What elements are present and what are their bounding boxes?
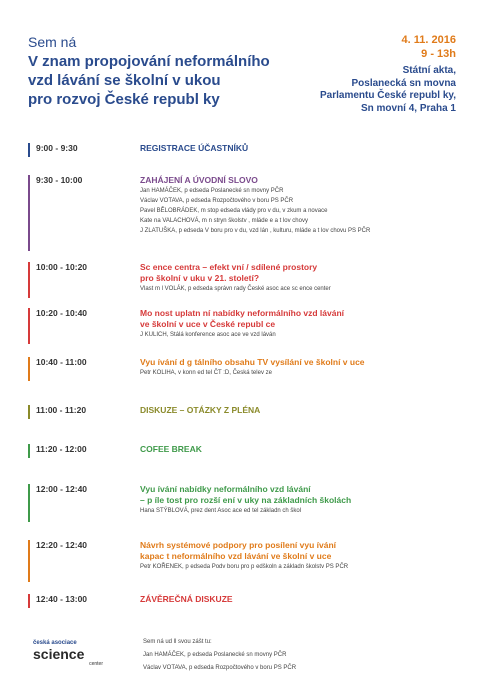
speaker-line: Pavel BĚLOBRÁDEK, m stop edseda vlády pro v du, v zkum a novace [140, 208, 328, 214]
row-heading: – p íle tost pro rozší ení v uky na základních školách [140, 495, 352, 505]
row-content [140, 540, 470, 572]
association-logo [33, 640, 108, 666]
row-time: 11:20 - 12:00 [36, 444, 87, 454]
event-location [266, 65, 456, 115]
row-content [140, 594, 470, 605]
patronage-note [143, 636, 463, 675]
row-accent-bar [28, 262, 30, 298]
row-content [140, 143, 470, 154]
row-accent-bar [28, 175, 30, 251]
row-accent-bar [28, 540, 30, 582]
event-info [266, 33, 456, 115]
event-time: 9 - 13h [421, 48, 456, 60]
row-heading: REGISTRACE ÚČASTNÍKŮ [140, 143, 249, 153]
row-heading: pro školní v uku v 21. století? [140, 273, 260, 283]
row-heading: DISKUZE – OTÁZKY Z PLÉNA [140, 405, 261, 415]
patronage-line: Václav VOTAVA, p edseda Rozpočtového v boru PS PČR [143, 665, 297, 671]
agenda-row [28, 357, 468, 381]
row-time: 12:00 - 12:40 [36, 484, 88, 494]
event-type: Sem ná [28, 34, 77, 50]
speaker-line: Vlast m l VOLÁK, p edseda správn rady České asoc ace sc ence center [140, 286, 331, 292]
agenda-row [28, 444, 468, 458]
row-heading: Návrh systémové podpory pro posílení vyu ívání [140, 540, 337, 550]
agenda-row [28, 308, 468, 344]
logo-main-text: science [33, 646, 85, 662]
row-content [140, 444, 470, 455]
speaker-line: Hana STÝBLOVÁ, prez dent Asoc ace ed tel základn ch škol [140, 508, 302, 514]
location-line: Státní akta, [402, 65, 456, 76]
agenda-row [28, 175, 468, 251]
speaker-line: Petr KOŘENEK, p edseda Podv boru pro p edškoln a základn školstv PS PČR [140, 564, 349, 570]
speaker-line: J KULICH, Stálá konference asoc ace ve vzd láván [140, 332, 276, 338]
speaker-line: J ZLATUŠKA, p edseda V boru pro v du, vzd lán , kulturu, mláde a t lov chovu PS PČR [140, 228, 371, 234]
row-heading: Mo nost uplatn ní nabídky neformálního vzd lávání [140, 308, 345, 318]
row-heading: kapac t neformálního vzd lávání ve školní v uce [140, 551, 332, 561]
patronage-line: Sem ná ud ll svou zášt tu: [143, 639, 212, 645]
row-accent-bar [28, 143, 30, 157]
row-accent-bar [28, 594, 30, 608]
row-content [140, 308, 470, 340]
row-heading: Vyu ívání nabídky neformálního vzd lávání [140, 484, 311, 494]
row-content [140, 484, 470, 516]
agenda-row [28, 405, 468, 419]
row-time: 9:00 - 9:30 [36, 143, 78, 153]
speaker-line: Jan HAMÁČEK, p edseda Poslanecké sn movny PČR [140, 188, 284, 194]
row-accent-bar [28, 484, 30, 522]
title-line: V znam propojování neformálního [28, 53, 270, 70]
location-line: Parlamentu České republ ky, [320, 90, 456, 101]
row-accent-bar [28, 308, 30, 344]
row-content [140, 405, 470, 416]
row-time: 10:40 - 11:00 [36, 357, 87, 367]
logo-sub-text: center [89, 661, 103, 667]
row-heading: ZAHÁJENÍ A ÚVODNÍ SLOVO [140, 175, 258, 185]
event-date: 4. 11. 2016 [401, 34, 456, 46]
title-line: vzd lávání se školní v ukou [28, 72, 221, 89]
row-time: 10:00 - 10:20 [36, 262, 88, 272]
row-heading: COFEE BREAK [140, 444, 202, 454]
row-time: 11:00 - 11:20 [36, 405, 87, 415]
row-content [140, 175, 470, 236]
row-heading: Sc ence centra – efekt vní / sdílené prostory [140, 262, 318, 272]
patronage-line: Jan HAMÁČEK, p edseda Poslanecké sn movny PČR [143, 652, 287, 658]
row-heading: ve školní v uce v České republ ce [140, 319, 276, 329]
location-line: Poslanecká sn movna [351, 77, 456, 89]
agenda-row [28, 484, 468, 522]
logo-top-text: česká asociace [33, 640, 77, 646]
row-time: 12:20 - 12:40 [36, 540, 88, 550]
row-time: 10:20 - 10:40 [36, 308, 88, 318]
row-accent-bar [28, 444, 30, 458]
agenda-row [28, 262, 468, 298]
speaker-line: Václav VOTAVA, p edseda Rozpočtového v boru PS PČR [140, 198, 294, 204]
speaker-line: Kate na VALACHOVÁ, m n stryn školstv , mláde e a t lov chovy [140, 218, 308, 224]
row-accent-bar [28, 357, 30, 381]
location-line: Sn movní 4, Praha 1 [360, 102, 456, 114]
speaker-line: Petr KOLIHA, v konn ed tel ČT :D, Česká telev ze [140, 370, 272, 376]
row-time: 9:30 - 10:00 [36, 175, 83, 185]
title-line: pro rozvoj České republ ky [28, 91, 220, 108]
agenda-row [28, 594, 468, 608]
agenda-row [28, 143, 468, 157]
agenda-row [28, 540, 468, 582]
row-heading: ZÁVĚREČNÁ DISKUZE [140, 594, 233, 604]
row-heading: Vyu ívání d g tálního obsahu TV vysílání ve školní v uce [140, 357, 365, 367]
row-time: 12:40 - 13:00 [36, 594, 88, 604]
row-content [140, 357, 470, 378]
row-accent-bar [28, 405, 30, 419]
row-content [140, 262, 470, 294]
